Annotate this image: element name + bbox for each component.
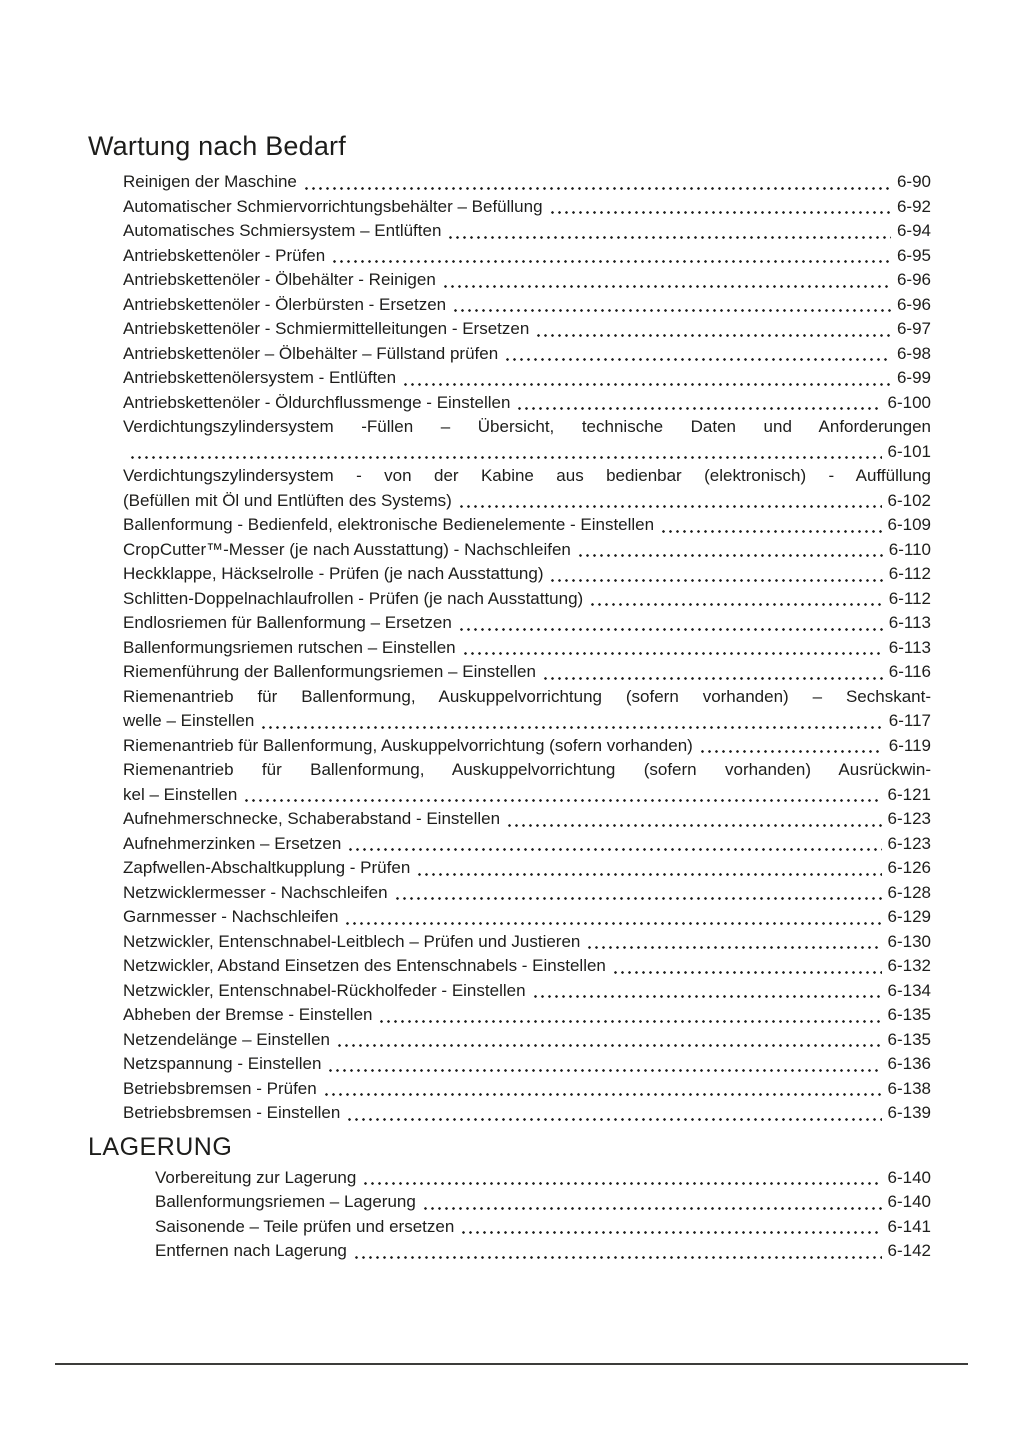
toc-entry-last-line: [123, 636, 931, 661]
toc-entry: [123, 930, 931, 955]
dot-leader: [129, 456, 882, 459]
section-lagerung: [88, 1134, 931, 1264]
toc-entry-last-line: [123, 562, 931, 587]
toc-entry-title: Ballenformungsriemen rutschen – Einstellen: [123, 637, 456, 657]
dot-leader: [699, 750, 883, 753]
toc-entry: [123, 415, 931, 464]
toc-page-number: 6-136: [887, 1054, 931, 1073]
toc-entry: [123, 660, 931, 685]
toc-page-number: 6-109: [887, 515, 931, 534]
toc-entry-last-line: [123, 293, 931, 318]
toc-entry-last-line: [123, 587, 931, 612]
toc-entry: [123, 587, 931, 612]
toc-entry-last-line: [123, 268, 931, 293]
toc-page-number: 6-135: [887, 1029, 931, 1049]
toc-page-number: 6-140: [887, 1192, 931, 1211]
toc-entry-title: Vorbereitung zur Lagerung: [155, 1167, 357, 1187]
toc-entry-title: Reinigen der Maschine: [123, 172, 297, 191]
toc-entry-title: Ballenformungsriemen – Lagerung: [155, 1192, 416, 1211]
toc-page-number: 6-95: [896, 245, 931, 265]
toc-entry-text: Verdichtungszylindersystem - von der Kabine aus bedienbar (elektronisch) - Auffüllung: [123, 466, 931, 485]
dot-leader: [303, 187, 891, 190]
dot-leader: [589, 603, 883, 606]
toc-page-number: 6-116: [888, 662, 931, 681]
dot-leader: [331, 260, 891, 263]
dot-leader: [323, 1093, 882, 1096]
toc-entry: [123, 391, 931, 416]
toc-entry-title: Netzspannung - Einstellen: [123, 1054, 322, 1073]
dot-leader: [660, 530, 881, 533]
toc-entry-title: Antriebskettenöler – Ölbehälter – Füllstand prüfen: [123, 343, 499, 363]
toc-entry-title: Netzwickler, Entenschnabel-Leitblech – Prüfen und Justieren: [123, 931, 581, 951]
toc-page-number: 6-112: [888, 564, 931, 583]
toc-entry-last-line: [123, 881, 931, 906]
toc-entry: [123, 562, 931, 587]
toc-entry-title: Saisonende – Teile prüfen und ersetzen: [155, 1216, 455, 1236]
toc-entry-title: Antriebskettenöler - Öldurchflussmenge - Einstellen: [123, 392, 511, 412]
toc-entry-last-line: [123, 1077, 931, 1102]
toc-entry-last-line: [155, 1239, 931, 1264]
dot-leader: [402, 383, 891, 386]
toc-entry-last-line: [123, 317, 931, 342]
toc-entry-title: Garnmesser - Nachschleifen: [123, 907, 339, 926]
section-title: Wartung nach Bedarf: [88, 131, 346, 161]
toc-page-number: 6-110: [888, 539, 931, 559]
toc-entry: [155, 1215, 931, 1240]
dot-leader: [462, 652, 883, 655]
toc-entry-last-line: [123, 1003, 931, 1028]
toc-entry-title: Aufnehmerschnecke, Schaberabstand - Einstellen: [123, 809, 501, 828]
toc-entry-title: Heckklappe, Häckselrolle - Prüfen (je nach Ausstattung): [123, 564, 544, 583]
toc-page-number: 6-140: [887, 1167, 931, 1187]
toc-entry-last-line: [123, 954, 931, 979]
toc-entry-last-line: [123, 856, 931, 881]
dot-leader: [504, 358, 891, 361]
dot-leader: [516, 407, 881, 410]
toc-entry: [123, 1077, 931, 1102]
toc-entry: [123, 293, 931, 318]
toc-entry-title: Aufnehmerzinken – Ersetzen: [123, 833, 342, 853]
dot-leader: [452, 309, 891, 312]
dot-leader: [506, 824, 881, 827]
toc-entry-last-line: [123, 489, 931, 514]
toc-entry: [123, 979, 931, 1004]
toc-entry: [123, 219, 931, 244]
dot-leader: [442, 285, 891, 288]
dot-leader: [362, 1182, 881, 1185]
dot-leader: [394, 897, 882, 900]
toc-page-number: 6-134: [887, 980, 931, 1000]
dot-leader: [378, 1020, 881, 1023]
toc-page-number: 6-112: [888, 588, 931, 608]
dot-leader: [542, 677, 883, 680]
toc-entry-title: Abheben der Bremse - Einstellen: [123, 1005, 373, 1024]
toc-entry-title: kel – Einstellen: [123, 784, 238, 804]
toc-entry-title: Antriebskettenöler - Ölerbürsten - Ersetzen: [123, 294, 447, 314]
toc-page: [88, 130, 931, 1264]
toc-entry-last-line: [123, 513, 931, 538]
toc-entry: [123, 244, 931, 269]
toc-entry: [123, 881, 931, 906]
toc-entry: [123, 513, 931, 538]
toc-entry-last-line: [123, 709, 931, 734]
toc-entry: [155, 1239, 931, 1264]
toc-entry: [123, 832, 931, 857]
toc-entry-title: Ballenformung - Bedienfeld, elektronische Bedienelemente - Einstellen: [123, 515, 655, 534]
dot-leader: [612, 971, 882, 974]
toc-entry: [123, 195, 931, 220]
toc-entry-last-line: [123, 905, 931, 930]
toc-entry-title: Automatisches Schmiersystem – Entlüften: [123, 221, 442, 240]
toc-entry: [123, 317, 931, 342]
toc-entry-title: Zapfwellen-Abschaltkupplung - Prüfen: [123, 858, 411, 877]
toc-entry: [123, 1003, 931, 1028]
toc-entry-title: Riemenführung der Ballenformungsriemen – Einstellen: [123, 662, 536, 681]
dot-leader: [532, 995, 882, 998]
toc-entry-last-line: [123, 538, 931, 563]
toc-page-number: 6-141: [887, 1216, 931, 1236]
toc-page-number: 6-126: [887, 858, 931, 877]
toc-entry-title: Antriebskettenöler - Ölbehälter - Reinigen: [123, 270, 436, 289]
section-wartung-nach-bedarf: [88, 130, 931, 1126]
toc-page-number: 6-98: [896, 343, 931, 363]
toc-entry-title: Betriebsbremsen - Einstellen: [123, 1103, 341, 1122]
dot-leader: [416, 873, 881, 876]
toc-entry: [123, 807, 931, 832]
toc-page-number: 6-99: [896, 368, 931, 387]
dot-leader: [549, 579, 882, 582]
toc-page-number: 6-94: [896, 221, 931, 240]
toc-page-number: 6-130: [887, 931, 931, 951]
toc-entry-last-line: [123, 660, 931, 685]
toc-entry: [155, 1166, 931, 1191]
toc-entry-text: Riemenantrieb für Ballenformung, Auskuppelvorrichtung (sofern vorhanden) – Sechskant-: [123, 686, 931, 706]
toc-page-number: 6-113: [888, 637, 931, 657]
toc-entry-last-line: [123, 1028, 931, 1053]
toc-page-number: 6-90: [896, 172, 931, 191]
toc-entry-title: Antriebskettenöler - Schmiermittelleitungen - Ersetzen: [123, 319, 530, 338]
toc-page-number: 6-119: [888, 735, 931, 755]
toc-entry-title: Endlosriemen für Ballenformung – Ersetzen: [123, 613, 452, 632]
toc-entry: [123, 1028, 931, 1053]
toc-entry: [123, 366, 931, 391]
dot-leader: [535, 334, 891, 337]
toc-entry-title: Netzwickler, Entenschnabel-Rückholfeder - Einstellen: [123, 980, 526, 1000]
toc-entry: [123, 611, 931, 636]
toc-entry-last-line: [123, 734, 931, 759]
toc-page-number: 6-101: [887, 441, 931, 461]
toc-page-number: 6-135: [887, 1005, 931, 1024]
toc-entry-last-line: [155, 1215, 931, 1240]
toc-entry: [123, 464, 931, 513]
toc-entry: [123, 342, 931, 367]
dot-leader: [346, 1118, 881, 1121]
toc-entry: [123, 1052, 931, 1077]
toc-page-number: 6-117: [888, 711, 931, 730]
toc-page-number: 6-92: [896, 196, 931, 216]
toc-entry-title: Schlitten-Doppelnachlaufrollen - Prüfen (je nach Ausstattung): [123, 588, 584, 608]
toc-entry: [123, 1101, 931, 1126]
toc-entry-title: Entfernen nach Lagerung: [155, 1241, 347, 1260]
toc-entry-title: Antriebskettenöler - Prüfen: [123, 245, 326, 265]
toc-entry-text: Verdichtungszylindersystem -Füllen – Übersicht, technische Daten und Anforderungen: [123, 417, 931, 436]
toc-entry-last-line: [123, 219, 931, 244]
toc-entry-list: [123, 170, 931, 1126]
toc-page-number: 6-100: [887, 392, 931, 412]
dot-leader: [447, 236, 891, 239]
toc-page-number: 6-96: [896, 270, 931, 289]
toc-entry: [123, 734, 931, 759]
section-title: LAGERUNG: [88, 1132, 233, 1161]
toc-page-number: 6-123: [887, 809, 931, 828]
dot-leader: [458, 628, 883, 631]
toc-entry: [155, 1190, 931, 1215]
dot-leader: [327, 1069, 881, 1072]
toc-page-number: 6-138: [887, 1078, 931, 1098]
toc-entry: [123, 954, 931, 979]
toc-entry-title: Betriebsbremsen - Prüfen: [123, 1078, 317, 1098]
dot-leader: [586, 946, 881, 949]
toc-page-number: 6-132: [887, 956, 931, 975]
toc-page-number: 6-142: [887, 1241, 931, 1260]
toc-entry-last-line: [123, 807, 931, 832]
toc-entry-last-line: [123, 783, 931, 808]
toc-entry: [123, 758, 931, 807]
dot-leader: [336, 1044, 882, 1047]
toc-entry-title: Riemenantrieb für Ballenformung, Auskuppelvorrichtung (sofern vorhanden): [123, 735, 693, 755]
dot-leader: [458, 505, 882, 508]
toc-page-number: 6-128: [887, 882, 931, 902]
toc-page-number: 6-97: [896, 319, 931, 338]
toc-entry-last-line: [123, 440, 931, 465]
toc-page-number: 6-121: [887, 784, 931, 804]
toc-entry: [123, 636, 931, 661]
toc-entry-last-line: [123, 1101, 931, 1126]
toc-entry-last-line: [123, 832, 931, 857]
toc-entry-last-line: [123, 244, 931, 269]
toc-page-number: 6-123: [887, 833, 931, 853]
toc-entry-last-line: [123, 170, 931, 195]
toc-entry-title: Netzwickler, Abstand Einsetzen des Entenschnabels - Einstellen: [123, 956, 606, 975]
dot-leader: [243, 799, 881, 802]
toc-entry-last-line: [123, 1052, 931, 1077]
toc-entry-last-line: [123, 979, 931, 1004]
toc-entry-last-line: [123, 342, 931, 367]
toc-entry-list: [155, 1166, 931, 1264]
toc-page-number: 6-113: [888, 613, 931, 632]
dot-leader: [347, 848, 881, 851]
toc-entry-title: welle – Einstellen: [123, 711, 255, 730]
toc-entry-title: (Befüllen mit Öl und Entlüften des Systems): [123, 490, 452, 510]
toc-page-number: 6-139: [887, 1103, 931, 1122]
dot-leader: [577, 554, 883, 557]
dot-leader: [260, 726, 882, 729]
toc-entry: [123, 538, 931, 563]
dot-leader: [344, 922, 881, 925]
toc-page-number: 6-102: [887, 490, 931, 510]
toc-entry-title: Automatischer Schmiervorrichtungsbehälter – Befüllung: [123, 196, 543, 216]
toc-entry-last-line: [123, 391, 931, 416]
toc-entry-last-line: [155, 1166, 931, 1191]
toc-entry-last-line: [155, 1190, 931, 1215]
toc-page-number: 6-129: [887, 907, 931, 926]
toc-entry: [123, 268, 931, 293]
toc-entry-last-line: [123, 611, 931, 636]
dot-leader: [460, 1231, 881, 1234]
toc-entry-title: CropCutter™-Messer (je nach Ausstattung) - Nachschleifen: [123, 539, 571, 559]
toc-entry: [123, 685, 931, 734]
toc-entry-title: Netzendelänge – Einstellen: [123, 1029, 330, 1049]
toc-page-number: 6-96: [896, 294, 931, 314]
toc-entry-last-line: [123, 930, 931, 955]
toc-entry-title: Antriebskettenölersystem - Entlüften: [123, 368, 397, 387]
toc-entry: [123, 856, 931, 881]
toc-entry-title: Netzwicklermesser - Nachschleifen: [123, 882, 388, 902]
dot-leader: [422, 1207, 882, 1210]
toc-entry-text: Riemenantrieb für Ballenformung, Auskuppelvorrichtung (sofern vorhanden) Ausrückwin-: [123, 760, 931, 779]
dot-leader: [353, 1256, 882, 1259]
toc-entry: [123, 905, 931, 930]
footer-divider: [55, 1363, 968, 1365]
dot-leader: [549, 211, 891, 214]
toc-entry: [123, 170, 931, 195]
toc-entry-last-line: [123, 195, 931, 220]
toc-entry-last-line: [123, 366, 931, 391]
